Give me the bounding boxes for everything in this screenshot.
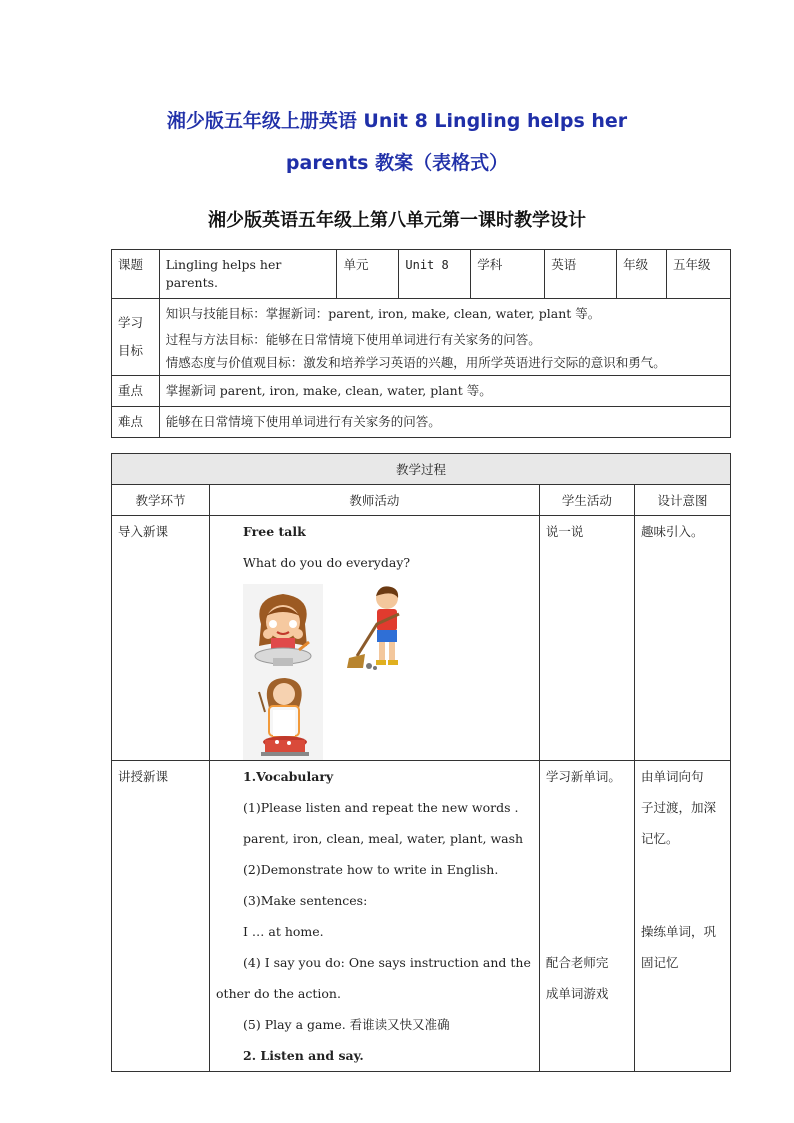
unit-label: 单元: [337, 250, 399, 299]
intent-1-line-3: 记忆。: [640, 831, 679, 846]
topic-label: 课题: [112, 250, 160, 299]
key-point-row: [112, 376, 731, 407]
vocab-step-5: (5) Play a game. 看谁读又快又准确: [243, 1017, 450, 1032]
difficult-point-value: 能够在日常情境下使用单词进行有关家务的问答。: [159, 407, 730, 438]
col-student-header: 学生活动: [539, 485, 634, 516]
subject-label: 学科: [471, 250, 545, 299]
doc-title-line-2: parents 教案（表格式）: [285, 152, 509, 174]
goal-attitude: 情感态度与价值观目标：激发和培养学习英语的兴趣，用所学英语进行交际的意识和勇气。: [165, 355, 666, 370]
new-lesson-student-activity: [539, 761, 634, 1072]
process-header: 教学过程: [112, 454, 731, 485]
student-activity-1: 学习新单词。: [545, 769, 621, 784]
new-lesson-row: [112, 761, 731, 1072]
teaching-process-table: [111, 453, 731, 1072]
key-point-value: 掌握新词 parent, iron, make, clean, water, plant 等。: [159, 376, 730, 407]
free-talk-question: What do you do everyday?: [243, 555, 411, 570]
goals-value: [159, 299, 730, 376]
goals-label-line-1: 学习: [118, 315, 144, 330]
process-columns-row: [112, 485, 731, 516]
vocab-step-1: (1)Please listen and repeat the new words .: [243, 800, 519, 815]
goal-knowledge: 知识与技能目标：掌握新词：parent, iron, make, clean, water, plant 等。: [165, 306, 601, 321]
goals-row: [112, 299, 731, 376]
vocab-step-3: (3)Make sentences:: [243, 893, 368, 908]
student-activity-2-line-1: 配合老师完: [545, 955, 609, 970]
intro-row: [112, 516, 731, 761]
student-activity-2-line-2: 成单词游戏: [545, 986, 609, 1001]
woman-cooking-icon: [243, 672, 323, 760]
free-talk-heading: Free talk: [243, 524, 306, 539]
listen-and-say-heading: 2. Listen and say.: [243, 1048, 364, 1063]
grade-value: 五年级: [667, 250, 731, 299]
col-intent-header: 设计意图: [634, 485, 730, 516]
intent-1-line-1: 由单词向句: [640, 769, 704, 784]
intent-2-line-1: 操练单词，巩: [640, 924, 716, 939]
intent-1-line-2: 子过渡，加深: [640, 800, 716, 815]
subject-value: 英语: [545, 250, 617, 299]
vocab-step-4-line-1: (4) I say you do: One says instruction and the: [243, 955, 531, 970]
topic-row: [112, 250, 731, 299]
vocab-sentence-pattern: I … at home.: [243, 924, 324, 939]
key-point-label: 重点: [112, 376, 160, 407]
girl-washing-face-icon: [243, 584, 323, 672]
col-teacher-header: 教师活动: [210, 485, 540, 516]
difficult-point-label: 难点: [112, 407, 160, 438]
grade-label: 年级: [617, 250, 667, 299]
chores-pictures: [210, 584, 539, 760]
doc-subtitle: 湘少版英语五年级上第八单元第一课时教学设计: [208, 210, 586, 231]
topic-value: Lingling helps her parents.: [159, 250, 337, 299]
intro-teacher-activity: [210, 516, 540, 761]
vocabulary-heading: 1.Vocabulary: [243, 769, 334, 784]
difficult-point-row: [112, 407, 731, 438]
unit-value: Unit 8: [399, 250, 471, 299]
process-header-row: [112, 454, 731, 485]
goals-label-line-2: 目标: [118, 343, 144, 358]
intro-student-activity: 说一说: [539, 516, 634, 761]
new-lesson-teacher-activity: [210, 761, 540, 1072]
intro-stage: 导入新课: [112, 516, 210, 761]
goals-label: [112, 299, 160, 376]
intro-design-intent: 趣味引入。: [634, 516, 730, 761]
new-lesson-stage: 讲授新课: [112, 761, 210, 1072]
col-stage-header: 教学环节: [112, 485, 210, 516]
vocab-step-2: (2)Demonstrate how to write in English.: [243, 862, 499, 877]
goal-process: 过程与方法目标：能够在日常情境下使用单词进行有关家务的问答。: [165, 332, 541, 347]
intent-2-line-2: 固记忆: [640, 955, 679, 970]
boy-sweeping-icon: [343, 584, 423, 672]
vocab-word-list: parent, iron, clean, meal, water, plant, wash: [243, 831, 524, 846]
doc-title-line-1: 湘少版五年级上册英语 Unit 8 Lingling helps her: [166, 110, 628, 132]
new-lesson-design-intent: [634, 761, 730, 1072]
lesson-info-table: [111, 249, 731, 438]
vocab-step-4-line-2: other do the action.: [216, 986, 341, 1001]
